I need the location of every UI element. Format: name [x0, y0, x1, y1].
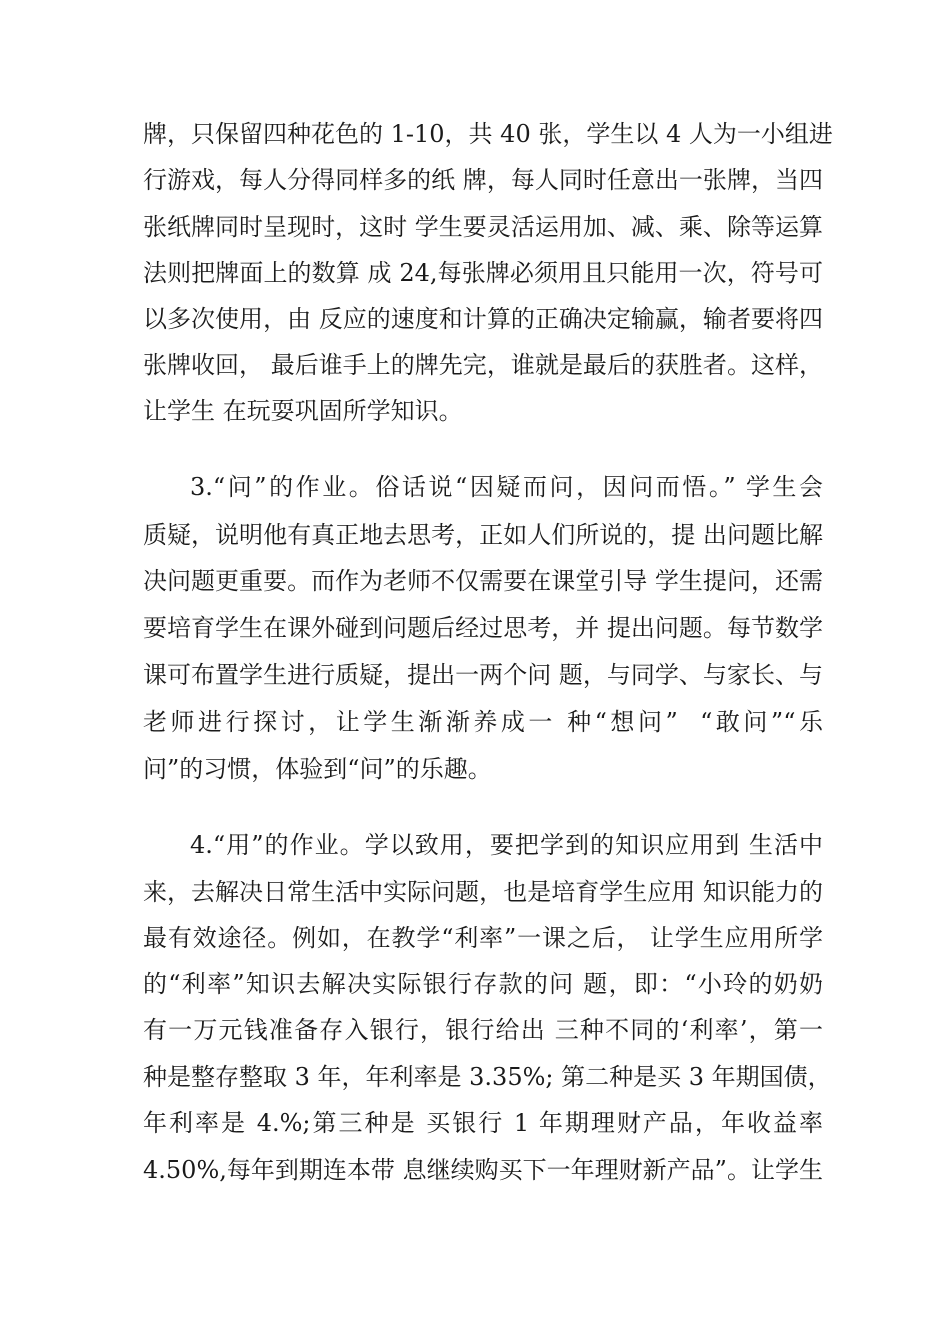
text-line: 年利率是 4.%;第三种是 买银行 1 年期理财产品，年收益率	[143, 1109, 823, 1137]
text-line: 问”的习惯，体验到“问”的乐趣。	[143, 755, 492, 783]
text-line: 的“利率”知识去解决实际银行存款的问 题，即：“小玲的奶奶	[143, 970, 823, 998]
text-line: 法则把牌面上的数算 成 24,每张牌必须用且只能用一次，符号可	[143, 259, 823, 287]
paragraph-heading-line: 3.“问”的作业。俗话说“因疑而问，因问而悟。” 学生会	[190, 473, 823, 501]
text-line: 质疑，说明他有真正地去思考，正如人们所说的，提 出问题比解	[143, 521, 823, 549]
text-line: 最有效途径。例如，在教学“利率”一课之后， 让学生应用所学	[143, 924, 823, 952]
text-line: 以多次使用，由 反应的速度和计算的正确决定输赢，输者要将四	[143, 305, 823, 333]
text-line: 张纸牌同时呈现时，这时 学生要灵活运用加、减、乘、除等运算	[143, 213, 823, 241]
paragraph-heading-line: 4.“用”的作业。学以致用，要把学到的知识应用到 生活中	[190, 831, 823, 859]
text-line: 来，去解决日常生活中实际问题，也是培育学生应用 知识能力的	[143, 878, 823, 906]
text-line: 决问题更重要。而作为老师不仅需要在课堂引导 学生提问，还需	[143, 567, 823, 595]
text-line: 种是整存整取 3 年，年利率是 3.35%; 第二种是买 3 年期国债，	[143, 1063, 832, 1091]
text-line: 4.50%,每年到期连本带 息继续购买下一年理财新产品”。让学生	[143, 1156, 823, 1184]
text-line: 牌，只保留四种花色的 1-10，共 40 张，学生以 4 人为一小组进	[143, 120, 833, 148]
text-line: 有一万元钱准备存入银行，银行给出 三种不同的‘利率’，第一	[143, 1016, 823, 1044]
text-line: 要培育学生在课外碰到问题后经过思考，并 提出问题。每节数学	[143, 614, 823, 642]
text-line: 老师进行探讨，让学生渐渐养成一 种“想问” “敢问”“乐	[143, 708, 823, 736]
text-line: 让学生 在玩耍巩固所学知识。	[143, 397, 463, 425]
text-line: 课可布置学生进行质疑，提出一两个问 题，与同学、与家长、与	[143, 661, 823, 689]
text-line: 张牌收回， 最后谁手上的牌先完，谁就是最后的获胜者。这样，	[143, 351, 823, 379]
text-line: 行游戏，每人分得同样多的纸 牌，每人同时任意出一张牌，当四	[143, 166, 823, 194]
